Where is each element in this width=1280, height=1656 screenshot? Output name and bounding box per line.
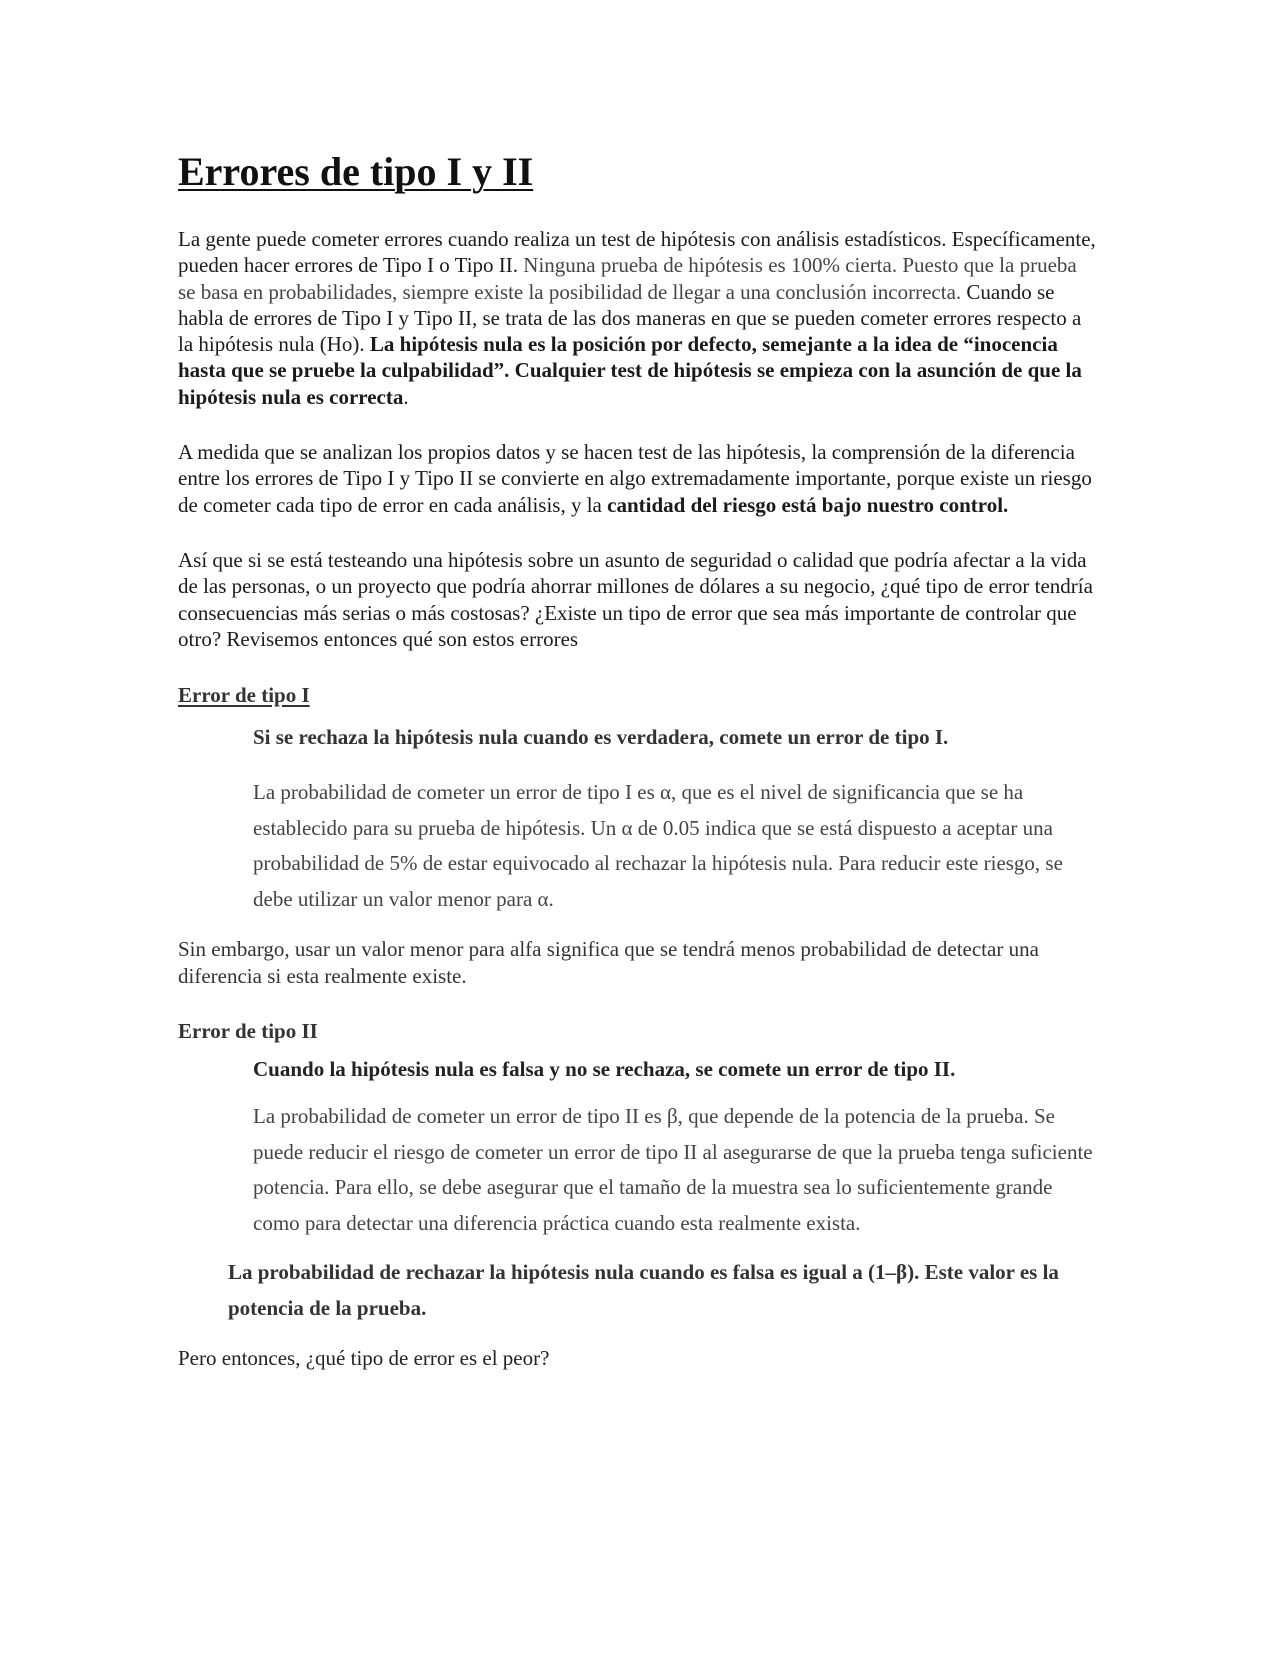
type1-definition: Si se rechaza la hipótesis nula cuando es verdadera, comete un error de tipo I. — [253, 725, 949, 750]
type1-heading: Error de tipo I — [178, 683, 310, 708]
page-title: Errores de tipo I y II — [178, 149, 534, 194]
type1-body: La probabilidad de cometer un error de tipo I es α, que es el nivel de significancia que se ha establecido para su prueba de hipótesis. Un α de 0.05 indica que se está dispuesto a aceptar una probabilidad de 5% de estar equivocado al rechazar la hipótesis nula. Para reducir este riesgo, se debe utilizar un valor menor para α. — [253, 780, 1063, 911]
type2-definition: Cuando la hipótesis nula es falsa y no se rechaza, se comete un error de tipo II. — [253, 1057, 956, 1082]
question-paragraph: Así que si se está testeando una hipótesis sobre un asunto de seguridad o calidad que podría afectar a la vida de las personas, o un proyecto que podría ahorrar millones de dólares a su negocio, ¿qué tipo de error tendría consecuencias más serias o más costosas? ¿Existe un tipo de error que sea más importante de controlar que otro? Revisemos entonces qué son estos errores — [178, 547, 1093, 651]
type1-after-paragraph: Sin embargo, usar un valor menor para alfa significa que se tendrá menos probabilidad de detectar una diferencia si esta realmente existe. — [178, 937, 1039, 988]
type2-heading: Error de tipo II — [178, 1019, 318, 1044]
type2-body: La probabilidad de cometer un error de tipo II es β, que depende de la potencia de la prueba. Se puede reducir el riesgo de cometer un error de tipo II al asegurarse de que la prueba tenga suficiente potencia. Para ello, se debe asegurar que el tamaño de la muestra sea lo suficientemente grande como para detectar una diferencia práctica cuando esta realmente exista. — [253, 1104, 1093, 1235]
intro-bold-text: La hipótesis nula es la posición por defecto, semejante a la idea de “inocencia hasta que se pruebe la culpabilidad”. Cualquier test de hipótesis se empieza con la asunción de que la hipótesis nula es correcta — [178, 332, 1082, 409]
risk-text: A medida que se analizan los propios datos y se hacen test de las hipótesis, la comprensión de la diferencia entre los errores de Tipo I y Tipo II se convierte en algo extremadamente importante, porque existe un riesgo de cometer cada tipo de error en cada análisis, y la — [178, 440, 1092, 517]
intro-text-1: La gente puede cometer errores cuando realiza un test de hipótesis con análisis estadísticos. Específicamente, pueden hacer errores de Tipo I o Tipo II. — [178, 227, 1096, 278]
risk-paragraph — [178, 439, 1098, 518]
document-page — [178, 148, 1098, 1372]
intro-text-3: Cuando se habla de errores de Tipo I y Tipo II, se trata de las dos maneras en que se pueden cometer errores respecto a la hipótesis nula (Ho). — [178, 279, 1082, 357]
intro-paragraph — [178, 226, 1098, 410]
risk-bold-text: cantidad del riesgo está bajo nuestro control. — [607, 492, 1009, 517]
power-statement: La probabilidad de rechazar la hipótesis nula cuando es falsa es igual a (1–β). Este valor es la potencia de la prueba. — [228, 1260, 1059, 1320]
intro-text-2: Ninguna prueba de hipótesis es 100% cierta. Puesto que la prueba se basa en probabilidades, siempre existe la posibilidad de llegar a una conclusión incorrecta. — [178, 253, 1077, 304]
closing-question: Pero entonces, ¿qué tipo de error es el peor? — [178, 1346, 550, 1371]
intro-end: . — [403, 384, 409, 409]
